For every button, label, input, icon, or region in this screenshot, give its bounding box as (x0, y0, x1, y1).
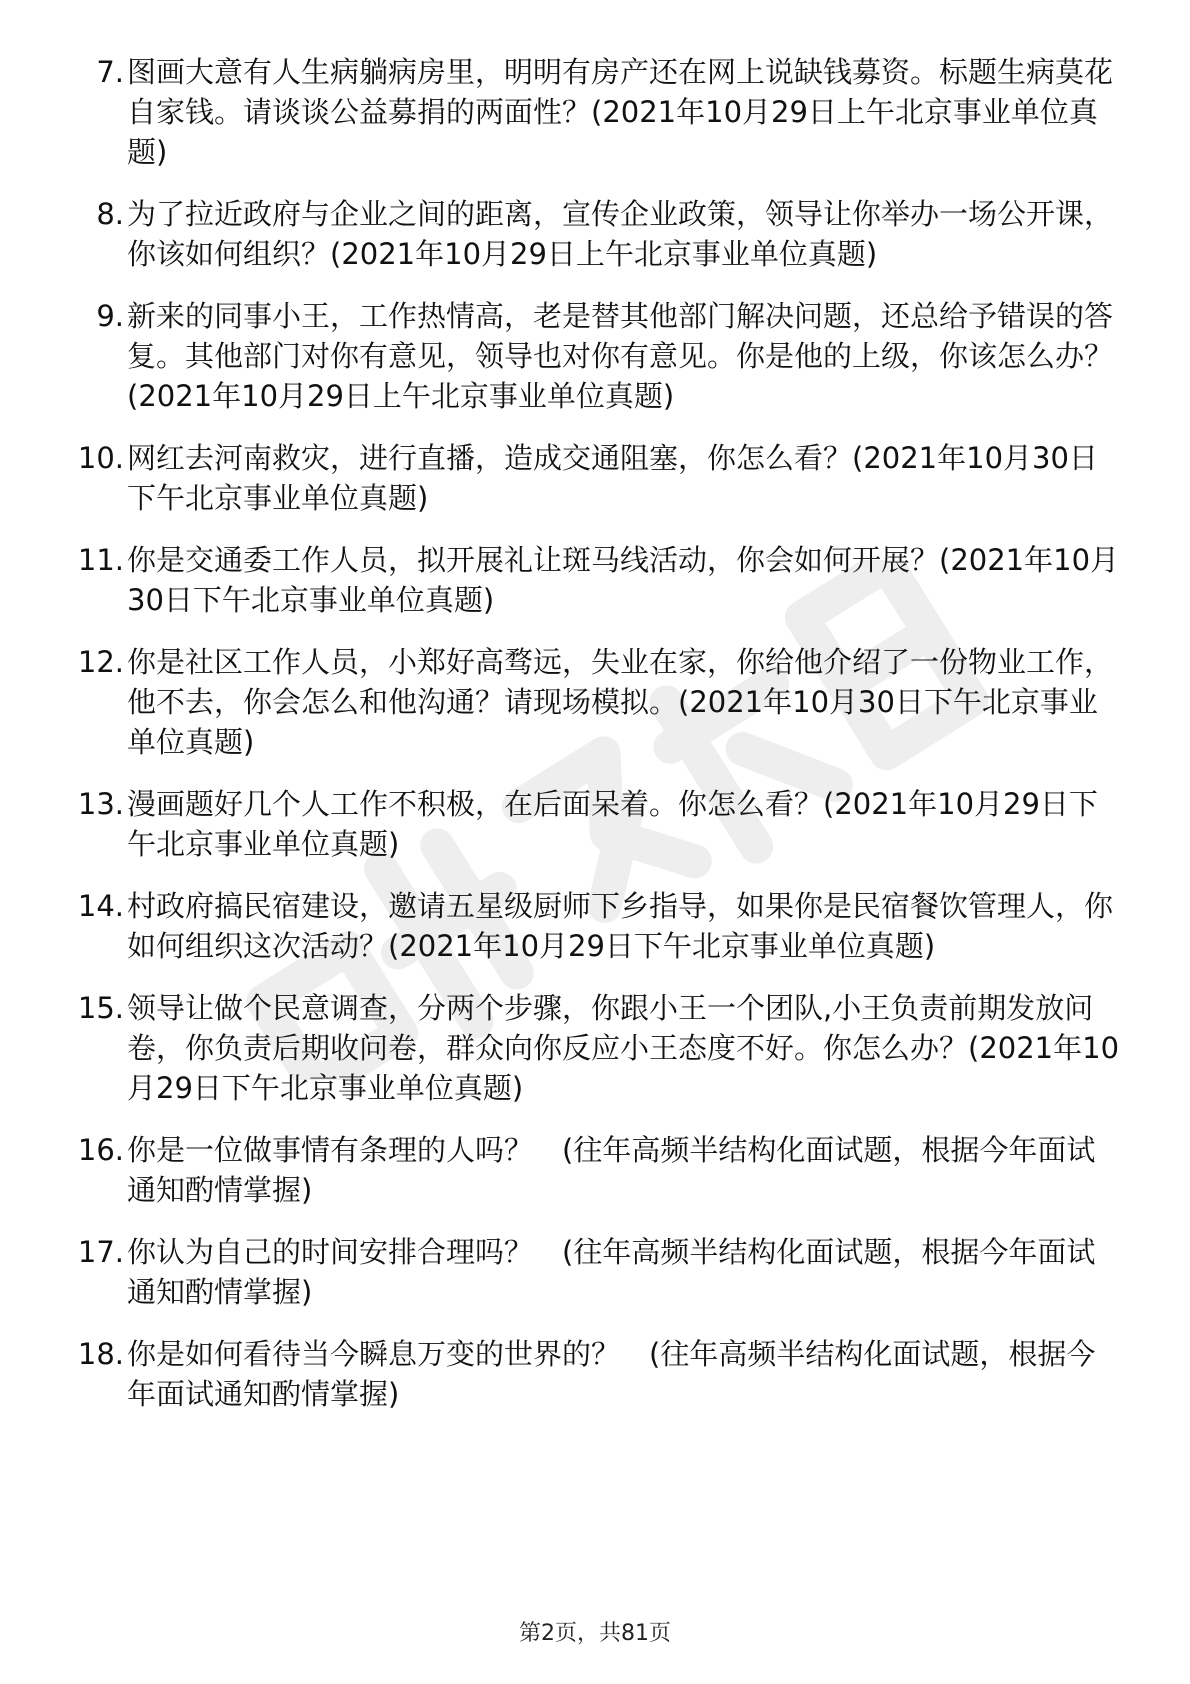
list-item (0, 988, 1190, 1108)
question-number: 9. (96, 299, 124, 333)
question-text: 新来的同事小王，工作热情高，老是替其他部门解决问题，还总给予错误的答复。其他部门对你有意见，领导也对你有意见。你是他的上级，你该怎么办？(2021年10月29日上午北京事业单位真题) (127, 299, 1114, 413)
question-text: 村政府搞民宿建设，邀请五星级厨师下乡指导，如果你是民宿餐饮管理人，你如何组织这次活动？(2021年10月29日下午北京事业单位真题) (127, 889, 1114, 963)
list-item (0, 1232, 1190, 1312)
question-number: 18. (77, 1337, 124, 1371)
question-text: 你是交通委工作人员，拟开展礼让斑马线活动，你会如何开展？(2021年10月30日下午北京事业单位真题) (127, 543, 1120, 617)
list-item (0, 194, 1190, 274)
question-text: 漫画题好几个人工作不积极，在后面呆着。你怎么看？(2021年10月29日下午北京事业单位真题) (127, 787, 1098, 861)
list-item (0, 438, 1190, 518)
list-item (0, 784, 1190, 864)
question-text: 网红去河南救灾，进行直播，造成交通阻塞，你怎么看？(2021年10月30日下午北京事业单位真题) (127, 441, 1098, 515)
question-number: 12. (77, 645, 124, 679)
question-text: 领导让做个民意调查，分两个步骤，你跟小王一个团队,小王负责前期发放问卷，你负责后期收问卷，群众向你反应小王态度不好。你怎么办？(2021年10月29日下午北京事业单位真题) (127, 991, 1120, 1105)
question-text: 你是一位做事情有条理的人吗？ (往年高频半结构化面试题，根据今年面试通知酌情掌握) (127, 1133, 1096, 1207)
list-item (0, 52, 1190, 172)
question-text: 你是如何看待当今瞬息万变的世界的？ (往年高频半结构化面试题，根据今年面试通知酌情掌握) (127, 1337, 1096, 1411)
list-item (0, 540, 1190, 620)
list-item (0, 886, 1190, 966)
question-number: 11. (77, 543, 124, 577)
question-text: 你是社区工作人员，小郑好高骛远，失业在家，你给他介绍了一份物业工作，他不去，你会怎么和他沟通？请现场模拟。(2021年10月30日下午北京事业单位真题) (127, 645, 1114, 759)
list-item (0, 296, 1190, 416)
question-number: 13. (77, 787, 124, 821)
question-number: 14. (77, 889, 124, 923)
list-item (0, 1130, 1190, 1210)
question-text: 你认为自己的时间安排合理吗？ (往年高频半结构化面试题，根据今年面试通知酌情掌握) (127, 1235, 1096, 1309)
question-text: 图画大意有人生病躺病房里，明明有房产还在网上说缺钱募资。标题生病莫花自家钱。请谈谈公益募捐的两面性？(2021年10月29日上午北京事业单位真题) (127, 55, 1114, 169)
question-list (0, 52, 1190, 1436)
page-footer: 第2页，共81页 (519, 1621, 671, 1646)
question-number: 17. (77, 1235, 124, 1269)
question-number: 10. (77, 441, 124, 475)
question-number: 15. (77, 991, 124, 1025)
question-text: 为了拉近政府与企业之间的距离，宣传企业政策，领导让你举办一场公开课，你该如何组织？(2021年10月29日上午北京事业单位真题) (127, 197, 1114, 271)
question-number: 8. (96, 197, 124, 231)
list-item (0, 642, 1190, 762)
question-number: 7. (96, 55, 124, 89)
list-item (0, 1334, 1190, 1414)
question-number: 16. (77, 1133, 124, 1167)
